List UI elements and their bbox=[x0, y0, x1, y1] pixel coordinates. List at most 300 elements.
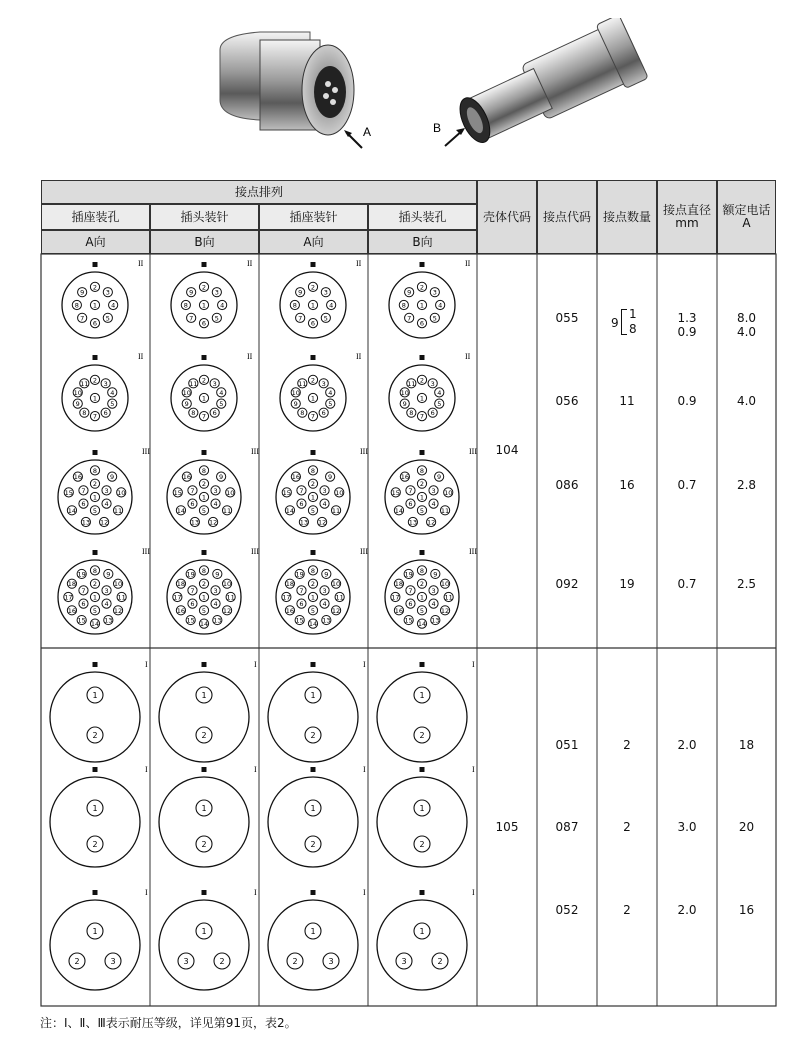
contact-number: 10 bbox=[182, 388, 191, 397]
contact-number: 8 bbox=[310, 566, 316, 575]
contact-number: 9 bbox=[110, 473, 115, 482]
contact-number: 2 bbox=[310, 580, 316, 589]
contact-number: 7 bbox=[310, 412, 316, 421]
contact-number: 11 bbox=[117, 593, 126, 602]
contact-diameter: 0.7 bbox=[677, 577, 697, 591]
grade-mark: I bbox=[254, 765, 257, 774]
key-mark bbox=[93, 450, 98, 455]
contact-number: 5 bbox=[323, 314, 328, 323]
contact-number: 2 bbox=[201, 731, 207, 740]
contact-number: 2 bbox=[310, 840, 316, 849]
contact-number: 3 bbox=[105, 288, 110, 297]
contact-number: 5 bbox=[310, 606, 316, 615]
contact-number: 7 bbox=[408, 586, 413, 595]
contact-number: 1 bbox=[419, 301, 425, 310]
contact-number: 5 bbox=[214, 314, 219, 323]
contact-number: 6 bbox=[81, 500, 86, 509]
contact-number: 6 bbox=[212, 409, 217, 418]
contact-number: 3 bbox=[431, 486, 436, 495]
contact-number: 6 bbox=[299, 600, 304, 609]
contact-number: 1 bbox=[310, 493, 316, 502]
contact-number: 3 bbox=[401, 957, 407, 966]
connector-face bbox=[268, 672, 358, 762]
contact-number: 10 bbox=[400, 388, 409, 397]
key-mark bbox=[311, 355, 316, 360]
contact-number: 2 bbox=[310, 283, 316, 292]
contact-number: 4 bbox=[437, 388, 442, 397]
grade-mark: I bbox=[472, 888, 475, 897]
contact-count-header: 接点数量 bbox=[597, 180, 657, 254]
contact-number: 2 bbox=[310, 731, 316, 740]
contact-number: 8 bbox=[292, 301, 297, 310]
connector-face bbox=[159, 672, 249, 762]
connector-face bbox=[50, 900, 140, 990]
count-main: 9 bbox=[611, 316, 619, 330]
contact-number: 6 bbox=[92, 319, 98, 328]
key-mark bbox=[420, 767, 425, 772]
connector-face bbox=[159, 900, 249, 990]
contact-number: 2 bbox=[201, 283, 207, 292]
key-mark bbox=[202, 550, 207, 555]
contact-number: 3 bbox=[323, 288, 328, 297]
key-mark bbox=[311, 767, 316, 772]
contact-number: 7 bbox=[92, 412, 98, 421]
grade-mark: I bbox=[254, 888, 257, 897]
contact-count: 2 bbox=[623, 820, 631, 834]
contact-number: 16 bbox=[67, 606, 77, 615]
contact-number: 16 bbox=[394, 606, 404, 615]
contact-number: 3 bbox=[183, 957, 189, 966]
grade-mark: I bbox=[472, 765, 475, 774]
contact-number: 2 bbox=[310, 376, 316, 385]
contact-number: 1 bbox=[419, 394, 425, 403]
photo-label-a: A bbox=[363, 125, 372, 139]
contact-number: 2 bbox=[92, 840, 98, 849]
contact-number: 8 bbox=[82, 409, 87, 418]
contact-number: 15 bbox=[64, 488, 73, 497]
contact-number: 1 bbox=[92, 394, 98, 403]
contact-number: 19 bbox=[77, 570, 86, 579]
contact-number: 7 bbox=[81, 586, 86, 595]
contact-number: 10 bbox=[291, 388, 300, 397]
contact-number: 5 bbox=[219, 400, 224, 409]
connector-face bbox=[377, 672, 467, 762]
grade-mark: III bbox=[469, 447, 477, 456]
contact-number: 6 bbox=[310, 319, 316, 328]
key-mark bbox=[93, 355, 98, 360]
rated-current-unit: A bbox=[742, 216, 751, 230]
contact-number: 4 bbox=[213, 600, 218, 609]
contact-number: 12 bbox=[426, 518, 436, 527]
contact-number: 2 bbox=[419, 376, 425, 385]
contact-number: 2 bbox=[292, 957, 298, 966]
grade-mark: III bbox=[360, 547, 368, 556]
contact-number: 15 bbox=[77, 616, 86, 625]
contact-number: 1 bbox=[92, 927, 98, 936]
contact-number: 4 bbox=[322, 600, 327, 609]
contact-number: 6 bbox=[81, 600, 86, 609]
direction-1: A向 bbox=[41, 230, 150, 254]
rated-current: 4.0 bbox=[736, 394, 757, 408]
grade-mark: II bbox=[465, 259, 471, 268]
contact-number: 3 bbox=[103, 379, 108, 388]
col-title-1: 插座装孔 bbox=[41, 204, 150, 230]
contact-number: 6 bbox=[103, 409, 108, 418]
contact-number: 8 bbox=[92, 566, 98, 575]
contact-number: 2 bbox=[201, 580, 207, 589]
rated-current: 2.8 bbox=[736, 478, 757, 492]
contact-number: 5 bbox=[437, 400, 442, 409]
contact-number: 13 bbox=[81, 518, 91, 527]
connector-face bbox=[268, 777, 358, 867]
key-mark bbox=[202, 450, 207, 455]
contact-diameter: 0.7 bbox=[677, 478, 697, 492]
contact-number: 8 bbox=[201, 466, 207, 475]
contact-number: 13 bbox=[190, 518, 200, 527]
contact-number: 2 bbox=[310, 480, 316, 489]
grade-mark: I bbox=[145, 660, 148, 669]
contact-number: 1 bbox=[201, 804, 207, 813]
contact-number: 4 bbox=[111, 301, 116, 310]
key-mark bbox=[311, 262, 316, 267]
contact-number: 9 bbox=[293, 400, 298, 409]
contact-number: 11 bbox=[444, 593, 453, 602]
contact-number: 19 bbox=[404, 570, 413, 579]
contact-number: 2 bbox=[92, 731, 98, 740]
key-mark bbox=[202, 355, 207, 360]
contact-number: 9 bbox=[298, 288, 303, 297]
contact-number: 1 bbox=[201, 593, 207, 602]
key-mark bbox=[311, 662, 316, 667]
contact-code: 052 bbox=[555, 903, 579, 917]
key-mark bbox=[93, 662, 98, 667]
contact-number: 9 bbox=[407, 288, 412, 297]
grade-mark: II bbox=[356, 259, 362, 268]
contact-number: 7 bbox=[299, 486, 304, 495]
contact-number: 4 bbox=[438, 301, 443, 310]
key-mark bbox=[311, 890, 316, 895]
contact-number: 4 bbox=[431, 500, 436, 509]
contact-number: 3 bbox=[214, 288, 219, 297]
contact-number: 14 bbox=[176, 506, 186, 515]
grade-mark: II bbox=[247, 352, 253, 361]
contact-number: 11 bbox=[407, 379, 416, 388]
contact-number: 18 bbox=[67, 580, 77, 589]
table-border bbox=[41, 254, 776, 1006]
contact-number: 14 bbox=[308, 620, 318, 629]
contact-number: 9 bbox=[215, 570, 220, 579]
col-title-4: 插头装孔 bbox=[368, 204, 477, 230]
contact-number: 12 bbox=[99, 518, 109, 527]
contact-number: 2 bbox=[92, 283, 98, 292]
contact-number: 8 bbox=[310, 466, 316, 475]
contact-number: 8 bbox=[201, 566, 207, 575]
key-mark bbox=[311, 550, 316, 555]
contact-number: 4 bbox=[104, 600, 109, 609]
rated-current-label: 额定电话 bbox=[722, 203, 771, 217]
contact-number: 6 bbox=[201, 319, 207, 328]
key-mark bbox=[93, 550, 98, 555]
key-mark bbox=[202, 767, 207, 772]
contact-number: 9 bbox=[80, 288, 85, 297]
key-mark bbox=[311, 450, 316, 455]
contact-number: 3 bbox=[212, 379, 217, 388]
contact-number: 7 bbox=[81, 486, 86, 495]
contact-number: 7 bbox=[419, 412, 425, 421]
contact-number: 7 bbox=[407, 314, 412, 323]
contact-number: 8 bbox=[191, 409, 196, 418]
contact-number: 1 bbox=[201, 927, 207, 936]
contact-number: 9 bbox=[184, 400, 189, 409]
contact-number: 5 bbox=[419, 506, 425, 515]
contact-number: 3 bbox=[322, 486, 327, 495]
contact-number: 2 bbox=[92, 580, 98, 589]
direction-4: B向 bbox=[368, 230, 477, 254]
contact-number: 13 bbox=[408, 518, 418, 527]
connector-face bbox=[377, 900, 467, 990]
contact-number: 2 bbox=[419, 283, 425, 292]
grade-mark: II bbox=[138, 352, 144, 361]
contact-number: 1 bbox=[310, 691, 316, 700]
contact-number: 4 bbox=[220, 301, 225, 310]
contact-number: 3 bbox=[104, 486, 109, 495]
contact-number: 10 bbox=[117, 488, 126, 497]
contact-number: 1 bbox=[201, 493, 207, 502]
contact-number: 4 bbox=[328, 388, 333, 397]
connector-face bbox=[268, 900, 358, 990]
contact-number: 16 bbox=[400, 473, 410, 482]
contact-number: 11 bbox=[222, 506, 232, 515]
contact-count: 19 bbox=[619, 577, 635, 591]
contact-count: 11 bbox=[619, 394, 635, 408]
contact-number: 9 bbox=[324, 570, 329, 579]
contact-number: 17 bbox=[282, 593, 291, 602]
contact-number: 2 bbox=[92, 376, 98, 385]
key-mark bbox=[420, 550, 425, 555]
contact-number: 3 bbox=[110, 957, 116, 966]
contact-number: 7 bbox=[80, 314, 85, 323]
contact-diameter: 0.9 bbox=[677, 394, 697, 408]
contact-number: 8 bbox=[401, 301, 406, 310]
contact-number: 1 bbox=[310, 804, 316, 813]
contact-count bbox=[597, 305, 657, 337]
grade-mark: II bbox=[356, 352, 362, 361]
contact-number: 14 bbox=[285, 506, 295, 515]
contact-number: 3 bbox=[322, 586, 327, 595]
contact-number: 12 bbox=[222, 606, 232, 615]
group-title: 接点排列 bbox=[41, 180, 477, 204]
contact-number: 10 bbox=[113, 580, 123, 589]
contact-number: 2 bbox=[201, 376, 207, 385]
contact-number: 18 bbox=[394, 580, 404, 589]
contact-code: 086 bbox=[555, 478, 579, 492]
contact-number: 5 bbox=[110, 400, 115, 409]
connector-face bbox=[377, 777, 467, 867]
count-sub-1: 1 bbox=[629, 307, 637, 321]
contact-number: 18 bbox=[285, 580, 295, 589]
contact-number: 16 bbox=[176, 606, 186, 615]
contact-number: 6 bbox=[299, 500, 304, 509]
shell-code-header: 壳体代码 bbox=[477, 180, 537, 254]
contact-number: 1 bbox=[92, 593, 98, 602]
contact-number: 5 bbox=[92, 606, 98, 615]
contact-number: 5 bbox=[105, 314, 110, 323]
shell-code-104: 104 bbox=[495, 443, 519, 457]
contact-number: 16 bbox=[182, 473, 192, 482]
contact-number: 10 bbox=[440, 580, 450, 589]
col-title-2: 插头装针 bbox=[150, 204, 259, 230]
rated-current: 18 bbox=[738, 738, 755, 752]
contact-number: 11 bbox=[80, 379, 89, 388]
contact-code: 087 bbox=[555, 820, 579, 834]
contact-code: 056 bbox=[555, 394, 579, 408]
grade-mark: I bbox=[145, 888, 148, 897]
contact-number: 17 bbox=[391, 593, 400, 602]
contact-number: 2 bbox=[74, 957, 80, 966]
contact-number: 5 bbox=[201, 506, 207, 515]
contact-number: 1 bbox=[419, 593, 425, 602]
contact-number: 15 bbox=[391, 488, 400, 497]
contact-code: 092 bbox=[555, 577, 579, 591]
contact-diameter-label: 接点直径 bbox=[662, 203, 711, 217]
key-mark bbox=[202, 890, 207, 895]
contact-number: 16 bbox=[285, 606, 295, 615]
grade-mark: II bbox=[138, 259, 144, 268]
contact-number: 2 bbox=[201, 840, 207, 849]
contact-number: 15 bbox=[295, 616, 304, 625]
contact-number: 7 bbox=[190, 486, 195, 495]
contact-number: 5 bbox=[432, 314, 437, 323]
contact-number: 1 bbox=[310, 927, 316, 936]
key-mark bbox=[420, 262, 425, 267]
contact-number: 2 bbox=[419, 840, 425, 849]
contact-number: 8 bbox=[419, 566, 425, 575]
contact-number: 10 bbox=[73, 388, 82, 397]
contact-number: 6 bbox=[430, 409, 435, 418]
contact-number: 5 bbox=[419, 606, 425, 615]
contact-number: 6 bbox=[408, 500, 413, 509]
contact-number: 11 bbox=[335, 593, 344, 602]
contact-number: 14 bbox=[67, 506, 77, 515]
contact-number: 4 bbox=[219, 388, 224, 397]
contact-number: 15 bbox=[186, 616, 195, 625]
contact-number: 9 bbox=[106, 570, 111, 579]
contact-number: 4 bbox=[110, 388, 115, 397]
contact-number: 16 bbox=[73, 473, 83, 482]
connector-face bbox=[159, 777, 249, 867]
contact-number: 1 bbox=[201, 301, 207, 310]
contact-number: 3 bbox=[431, 586, 436, 595]
contact-number: 19 bbox=[186, 570, 195, 579]
count-sub-2: 8 bbox=[629, 322, 637, 336]
contact-number: 8 bbox=[183, 301, 188, 310]
connector-face bbox=[50, 672, 140, 762]
contact-number: 2 bbox=[419, 580, 425, 589]
key-mark bbox=[93, 890, 98, 895]
contact-number: 6 bbox=[321, 409, 326, 418]
contact-code-header: 接点代码 bbox=[537, 180, 597, 254]
contact-number: 8 bbox=[74, 301, 79, 310]
grade-mark: III bbox=[360, 447, 368, 456]
contact-number: 11 bbox=[113, 506, 123, 515]
contact-number: 3 bbox=[432, 288, 437, 297]
contact-number: 5 bbox=[92, 506, 98, 515]
contact-number: 6 bbox=[190, 500, 195, 509]
rated-current: 2.5 bbox=[736, 577, 757, 591]
grade-mark: III bbox=[251, 447, 259, 456]
contact-number: 14 bbox=[394, 506, 404, 515]
diameter-1: 1.3 bbox=[677, 311, 697, 325]
contact-number: 1 bbox=[201, 394, 207, 403]
contact-number: 7 bbox=[189, 314, 194, 323]
contact-number: 10 bbox=[444, 488, 453, 497]
contact-number: 1 bbox=[92, 301, 98, 310]
contact-number: 3 bbox=[321, 379, 326, 388]
contact-number: 14 bbox=[90, 620, 100, 629]
contact-number: 6 bbox=[190, 600, 195, 609]
contact-number: 2 bbox=[219, 957, 225, 966]
contact-diameter bbox=[657, 311, 717, 339]
contact-number: 5 bbox=[201, 606, 207, 615]
grade-mark: III bbox=[142, 547, 150, 556]
contact-number: 14 bbox=[417, 620, 427, 629]
contact-code: 051 bbox=[555, 738, 579, 752]
contact-number: 7 bbox=[299, 586, 304, 595]
contact-number: 13 bbox=[213, 616, 222, 625]
contact-number: 2 bbox=[92, 480, 98, 489]
contact-number: 9 bbox=[328, 473, 333, 482]
photo-label-b: B bbox=[433, 121, 442, 135]
contact-number: 1 bbox=[92, 804, 98, 813]
contact-number: 5 bbox=[310, 506, 316, 515]
grade-mark: I bbox=[254, 660, 257, 669]
contact-number: 10 bbox=[331, 580, 341, 589]
contact-number: 18 bbox=[176, 580, 186, 589]
contact-number: 2 bbox=[419, 731, 425, 740]
connector-face bbox=[50, 777, 140, 867]
contact-number: 9 bbox=[433, 570, 438, 579]
rated-current: 20 bbox=[738, 820, 755, 834]
contact-number: 4 bbox=[104, 500, 109, 509]
contact-number: 7 bbox=[201, 412, 207, 421]
contact-number: 15 bbox=[404, 616, 413, 625]
contact-number: 11 bbox=[189, 379, 198, 388]
rated-current bbox=[717, 311, 776, 339]
key-mark bbox=[202, 262, 207, 267]
contact-number: 6 bbox=[419, 319, 425, 328]
direction-2: B向 bbox=[150, 230, 259, 254]
contact-number: 3 bbox=[430, 379, 435, 388]
contact-number: 15 bbox=[282, 488, 291, 497]
contact-number: 17 bbox=[173, 593, 182, 602]
key-mark bbox=[420, 662, 425, 667]
contact-number: 9 bbox=[189, 288, 194, 297]
grade-mark: I bbox=[363, 765, 366, 774]
contact-number: 2 bbox=[419, 480, 425, 489]
grade-mark: I bbox=[363, 888, 366, 897]
contact-number: 13 bbox=[299, 518, 309, 527]
grade-mark: I bbox=[145, 765, 148, 774]
contact-number: 11 bbox=[298, 379, 307, 388]
contact-number: 1 bbox=[310, 301, 316, 310]
contact-number: 7 bbox=[190, 586, 195, 595]
key-mark bbox=[420, 450, 425, 455]
contact-number: 5 bbox=[328, 400, 333, 409]
current-2: 4.0 bbox=[736, 325, 757, 339]
grade-mark: III bbox=[251, 547, 259, 556]
grade-mark: I bbox=[363, 660, 366, 669]
contact-number: 10 bbox=[335, 488, 344, 497]
